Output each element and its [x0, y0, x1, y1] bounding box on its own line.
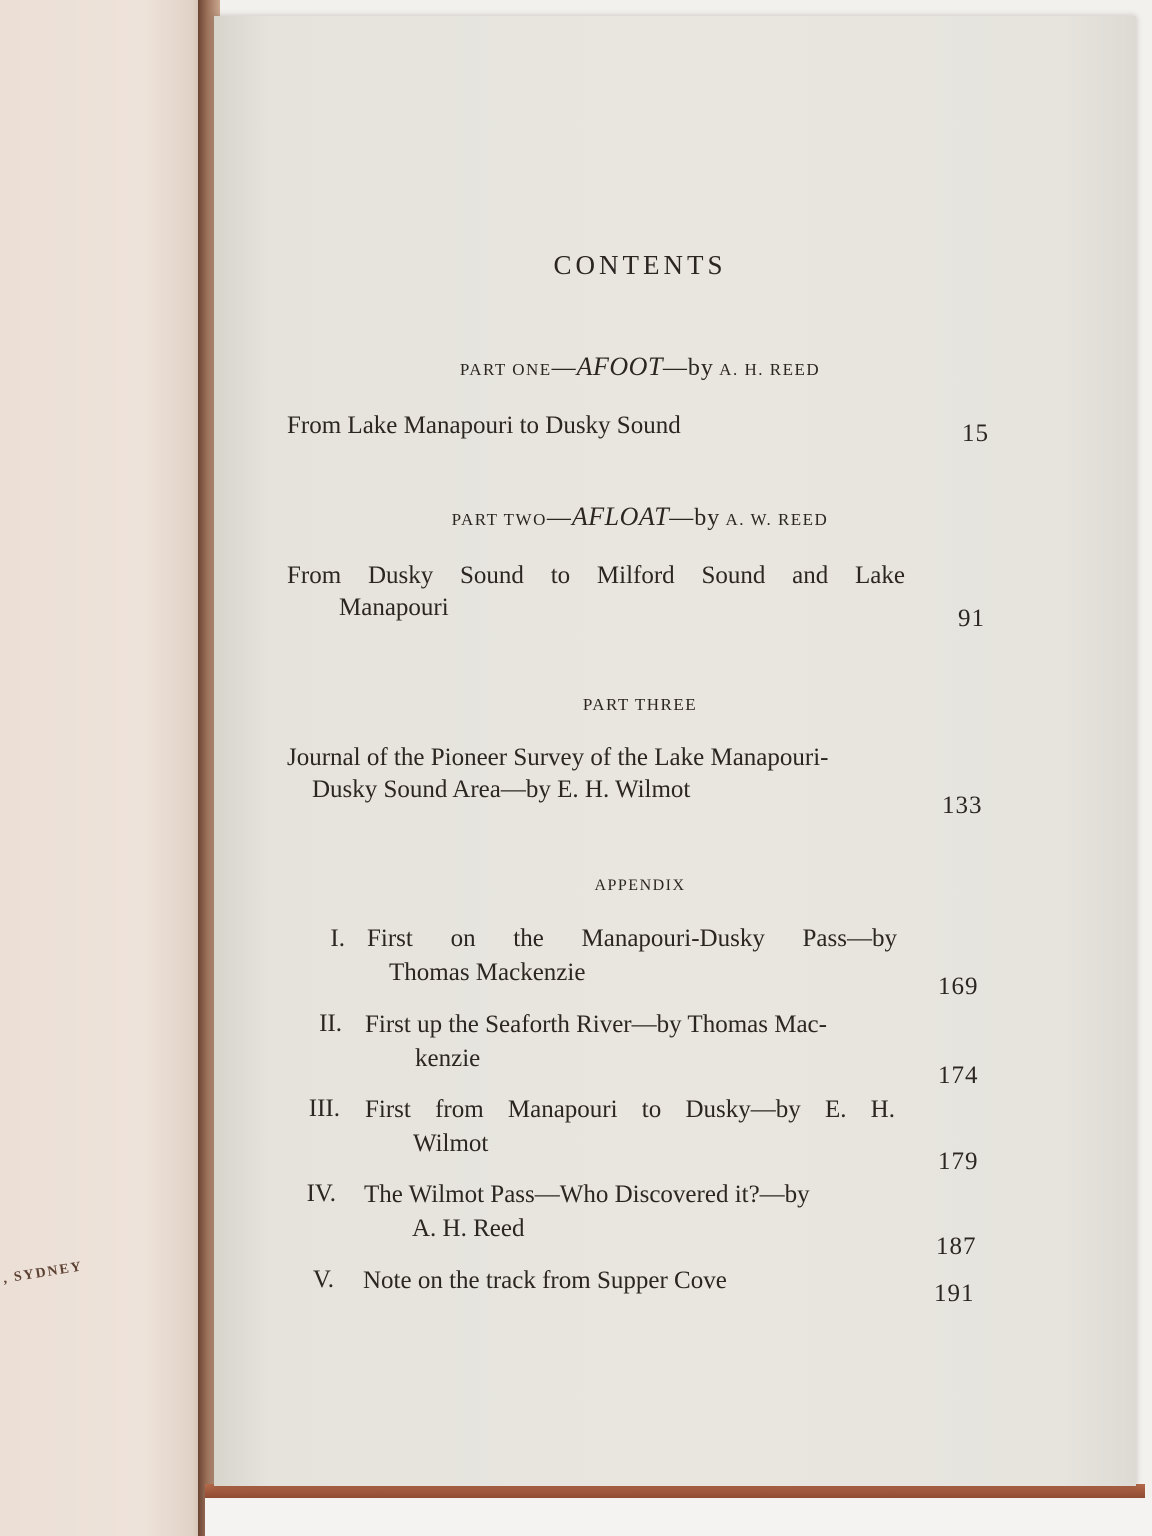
- part-three-entry: [287, 742, 829, 806]
- word: from: [435, 1096, 484, 1123]
- appendix-item-5: [363, 1264, 903, 1298]
- left-page-edge-text: , SYDNEY: [2, 1259, 84, 1287]
- part-two-entry: [287, 560, 905, 624]
- word: Sound: [701, 562, 766, 589]
- appendix-item-5-line-1: Note on the track from Supper Cove: [363, 1267, 727, 1294]
- word: Dusky: [367, 562, 434, 589]
- part-one-dash: —: [551, 355, 577, 381]
- appendix-item-4-line-2: A. H. Reed: [412, 1215, 525, 1242]
- part-three-heading: [280, 695, 1000, 715]
- part-one-page-number: 15: [962, 420, 989, 447]
- word: Manapouri-Dusky: [581, 925, 765, 952]
- word: E.: [824, 1096, 847, 1123]
- appendix-item-4: [364, 1178, 904, 1246]
- word: to: [550, 562, 571, 589]
- appendix-item-2-page-number: 174: [938, 1062, 979, 1089]
- appendix-item-number: V.: [312, 1266, 334, 1293]
- appendix-item-1-line-1: [367, 922, 897, 956]
- word: From: [287, 562, 342, 589]
- appendix-item-2: [365, 1008, 905, 1076]
- appendix-item-3-line-1: [365, 1093, 895, 1127]
- appendix-item-4-line-1: The Wilmot Pass—Who Discovered it?—by: [364, 1181, 810, 1208]
- appendix-heading: APPENDIX: [594, 877, 686, 894]
- word: the: [513, 925, 544, 952]
- part-two-entry-line-2: Manapouri: [339, 594, 449, 621]
- part-two-label: PART TWO: [451, 510, 547, 529]
- word: on: [450, 925, 476, 952]
- appendix-item-3: [365, 1093, 895, 1161]
- part-two-page-number: 91: [958, 605, 985, 632]
- appendix-item-4-page-number: 187: [936, 1233, 977, 1260]
- word: H.: [870, 1096, 895, 1123]
- background-surface: [205, 1498, 1152, 1536]
- part-two-dash-2: —: [669, 505, 695, 531]
- page-title: CONTENTS: [553, 250, 727, 280]
- part-two-subtitle: AFLOAT: [571, 502, 670, 531]
- part-three-label: PART THREE: [582, 695, 698, 714]
- appendix-item-number: IV.: [306, 1180, 336, 1207]
- part-two-entry-line-1: [287, 560, 905, 592]
- word: to: [641, 1096, 662, 1123]
- part-two-heading: [280, 502, 1000, 532]
- part-one-heading: [280, 352, 1000, 382]
- word: First: [365, 1096, 411, 1123]
- appendix-item-1-page-number: 169: [938, 973, 979, 1000]
- word: Sound: [460, 562, 524, 589]
- appendix-item-2-line-1: First up the Seaforth River—by Thomas Mac-: [365, 1011, 827, 1038]
- book-cover-edge: [205, 1484, 1145, 1498]
- word: Lake: [855, 562, 905, 589]
- appendix-item-3-page-number: 179: [938, 1148, 979, 1175]
- part-three-entry-line-1: Journal of the Pioneer Survey of the Lake Manapouri-: [287, 744, 829, 771]
- appendix-item-3-line-2: Wilmot: [413, 1130, 489, 1157]
- word: Dusky—by: [685, 1096, 801, 1123]
- part-one-entry: [287, 410, 681, 442]
- word: Pass—by: [802, 925, 897, 952]
- part-one-subtitle: AFOOT: [576, 352, 663, 381]
- part-one-by: by: [687, 355, 714, 381]
- part-one-label: PART ONE: [459, 360, 552, 379]
- appendix-item-1-line-2: Thomas Mackenzie: [389, 959, 586, 986]
- appendix-item-5-page-number: 191: [934, 1280, 975, 1307]
- part-one-dash-2: —: [662, 355, 688, 381]
- part-two-dash: —: [546, 505, 572, 531]
- word: First: [367, 925, 413, 952]
- appendix-item-number: III.: [308, 1095, 340, 1122]
- part-one-author: A. H. REED: [719, 360, 821, 379]
- appendix-item-2-line-2: kenzie: [415, 1045, 481, 1072]
- part-two-by: by: [694, 505, 721, 531]
- part-two-author: A. W. REED: [725, 510, 829, 529]
- appendix-item-number: I.: [330, 925, 345, 952]
- appendix-item-number: II.: [319, 1010, 342, 1037]
- left-page: [0, 0, 205, 1536]
- word: and: [792, 562, 829, 589]
- part-three-page-number: 133: [942, 792, 983, 819]
- word: Manapouri: [507, 1096, 618, 1123]
- part-three-entry-line-2: Dusky Sound Area—by E. H. Wilmot: [312, 776, 691, 803]
- part-one-entry-text: From Lake Manapouri to Dusky Sound: [287, 412, 681, 439]
- appendix-item-1: [367, 922, 897, 990]
- word: Milford: [596, 562, 675, 589]
